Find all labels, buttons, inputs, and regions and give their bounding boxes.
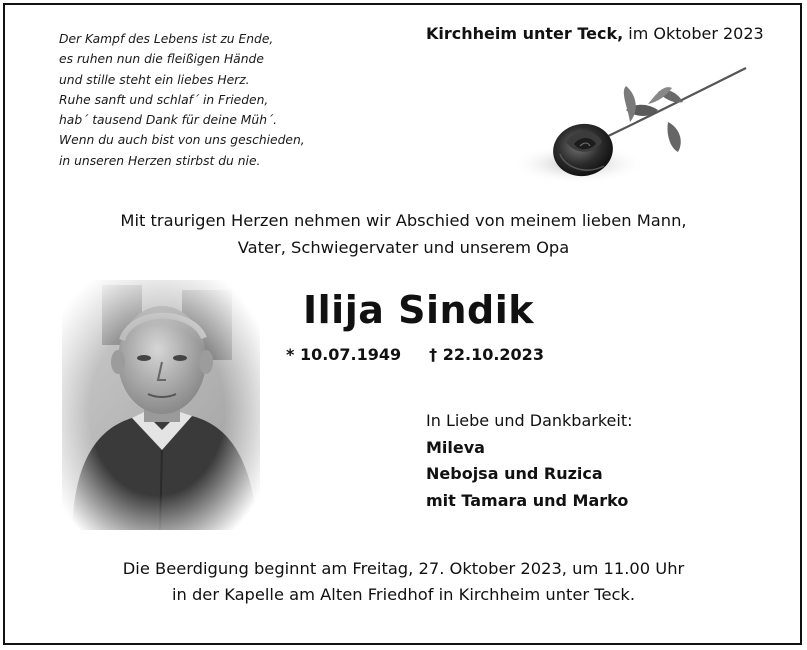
- farewell-line: Vater, Schwiegervater und unserem Opa: [237, 238, 570, 257]
- funeral-info: [0, 556, 807, 608]
- poem-line: es ruhen nun die fleißigen Hände: [59, 52, 264, 67]
- life-dates: [286, 345, 544, 364]
- death-date: † 22.10.2023: [429, 345, 544, 364]
- farewell-line: Mit traurigen Herzen nehmen wir Abschied von meinem lieben Mann,: [120, 211, 687, 230]
- poem-line: Ruhe sanft und schlaf´ in Frieden,: [59, 92, 269, 107]
- family-intro: In Liebe und Dankbarkeit:: [426, 411, 633, 430]
- farewell-text: [0, 207, 807, 261]
- poem-line: in unseren Herzen stirbst du nie.: [59, 153, 261, 168]
- place-and-date: [426, 24, 764, 43]
- place-name: Kirchheim unter Teck,: [426, 24, 624, 43]
- poem-line: und stille steht ein liebes Herz.: [59, 72, 250, 87]
- deceased-name: Ilija Sindik: [303, 288, 535, 332]
- family-member: Mileva: [426, 437, 485, 457]
- poem-line: Wenn du auch bist von uns geschieden,: [59, 133, 305, 148]
- poem-line: Der Kampf des Lebens ist zu Ende,: [59, 32, 274, 46]
- funeral-line: in der Kapelle am Alten Friedhof in Kirchheim unter Teck.: [171, 585, 636, 604]
- notice-date: im Oktober 2023: [623, 24, 764, 43]
- family-member: mit Tamara und Marko: [426, 490, 629, 510]
- rose-image: [508, 62, 752, 192]
- portrait-photo: [62, 280, 260, 530]
- family-signature: [426, 408, 632, 514]
- memorial-poem: [59, 29, 359, 171]
- funeral-line: Die Beerdigung beginnt am Freitag, 27. Oktober 2023, um 11.00 Uhr: [122, 559, 685, 578]
- poem-line: hab´ tausend Dank für deine Müh´.: [59, 113, 278, 128]
- family-member: Nebojsa und Ruzica: [426, 464, 603, 483]
- birth-date: * 10.07.1949: [286, 345, 402, 364]
